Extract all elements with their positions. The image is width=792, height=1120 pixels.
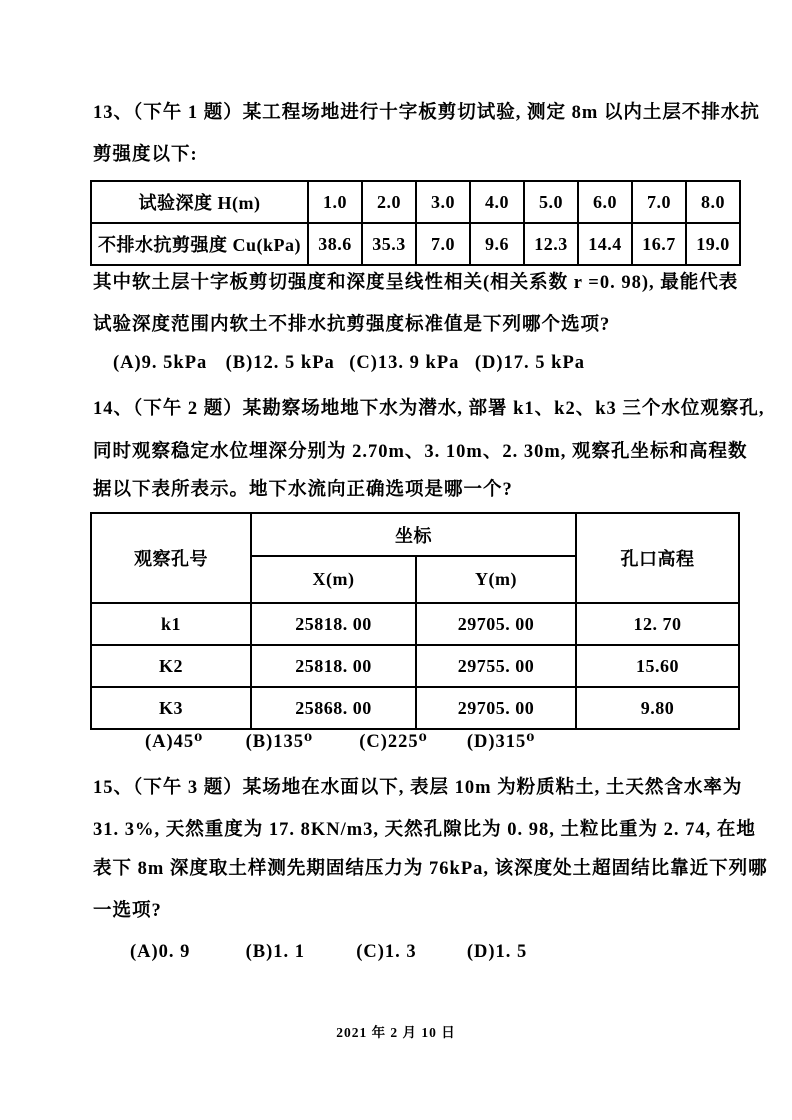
q14-option-b: (B)135⁰ — [245, 732, 314, 752]
elevation-value: 15.60 — [576, 645, 739, 687]
q13-option-a: (A)9. 5kPa — [113, 353, 208, 373]
y-coordinate: 29705. 00 — [416, 687, 576, 729]
strength-value: 35.3 — [362, 223, 416, 265]
q15-text-line-2: 31. 3%, 天然重度为 17. 8KN/m3, 天然孔隙比为 0. 98, 土粒比重为 2. 74, 在地 — [93, 820, 756, 840]
elevation-header: 孔口高程 — [576, 513, 739, 603]
depth-value: 6.0 — [578, 181, 632, 223]
footer-date: 2021 年 2 月 10 日 — [336, 1025, 456, 1040]
q13-option-c: (C)13. 9 kPa — [349, 353, 460, 373]
strength-row-label: 不排水抗剪强度 Cu(kPa) — [91, 223, 308, 265]
q13-options-row — [93, 342, 773, 384]
q13-text-line-3: 其中软土层十字板剪切强度和深度呈线性相关(相关系数 r =0. 98), 最能代表 — [93, 273, 739, 293]
y-coordinate: 29755. 00 — [416, 645, 576, 687]
table-header-row — [91, 513, 739, 556]
q14-option-d: (D)315⁰ — [466, 732, 536, 752]
coordinates-header: 坐标 — [251, 513, 576, 556]
hole-id: K2 — [91, 645, 251, 687]
q14-options-row — [93, 721, 792, 763]
q15-option-c: (C)1. 3 — [356, 942, 417, 962]
table-row — [91, 603, 739, 645]
table-row — [91, 645, 739, 687]
depth-value: 8.0 — [686, 181, 740, 223]
hole-number-header: 观察孔号 — [91, 513, 251, 603]
depth-value: 4.0 — [470, 181, 524, 223]
q15-options-row — [93, 931, 790, 973]
strength-value: 7.0 — [416, 223, 470, 265]
x-coordinate: 25868. 00 — [251, 687, 416, 729]
q13-option-d: (D)17. 5 kPa — [474, 353, 586, 373]
q14-text-line-3: 据以下表所表示。地下水流向正确选项是哪一个? — [93, 480, 513, 500]
strength-value: 9.6 — [470, 223, 524, 265]
elevation-value: 9.80 — [576, 687, 739, 729]
q14-text-line-1: 14、（下午 2 题）某勘察场地地下水为潜水, 部署 k1、k2、k3 三个水位观察孔, — [93, 399, 765, 419]
q15-option-d: (D)1. 5 — [466, 942, 528, 962]
q13-text-line-1: 13、（下午 1 题）某工程场地进行十字板剪切试验, 测定 8m 以内土层不排水抗 — [93, 103, 760, 123]
x-coordinate: 25818. 00 — [251, 645, 416, 687]
q15-text-line-3: 表下 8m 深度取土样测先期固结压力为 76kPa, 该深度处土超固结比靠近下列哪 — [93, 859, 768, 879]
table-row — [91, 181, 740, 223]
q14-text-line-2: 同时观察稳定水位埋深分别为 2.70m、3. 10m、2. 30m, 观察孔坐标和高程数 — [93, 442, 748, 462]
vane-shear-strength-table — [90, 180, 741, 266]
depth-value: 1.0 — [308, 181, 362, 223]
observation-holes-table — [90, 512, 740, 730]
depth-value: 5.0 — [524, 181, 578, 223]
hole-id: k1 — [91, 603, 251, 645]
strength-value: 14.4 — [578, 223, 632, 265]
elevation-value: 12. 70 — [576, 603, 739, 645]
q14-option-a: (A)45⁰ — [145, 732, 204, 752]
depth-value: 7.0 — [632, 181, 686, 223]
q13-text-line-2: 剪强度以下: — [93, 145, 198, 165]
strength-value: 12.3 — [524, 223, 578, 265]
depth-value: 2.0 — [362, 181, 416, 223]
q15-text-line-4: 一选项? — [93, 901, 162, 921]
q14-option-c: (C)225⁰ — [359, 732, 428, 752]
strength-value: 38.6 — [308, 223, 362, 265]
q13-option-b: (B)12. 5 kPa — [225, 353, 335, 373]
x-coordinate: 25818. 00 — [251, 603, 416, 645]
y-coordinate: 29705. 00 — [416, 603, 576, 645]
q15-option-a: (A)0. 9 — [130, 942, 191, 962]
table-row — [91, 223, 740, 265]
depth-row-label: 试验深度 H(m) — [91, 181, 308, 223]
y-coordinate-header: Y(m) — [416, 556, 576, 603]
x-coordinate-header: X(m) — [251, 556, 416, 603]
strength-value: 16.7 — [632, 223, 686, 265]
depth-value: 3.0 — [416, 181, 470, 223]
q15-text-line-1: 15、（下午 3 题）某场地在水面以下, 表层 10m 为粉质粘土, 土天然含水率为 — [93, 778, 743, 798]
strength-value: 19.0 — [686, 223, 740, 265]
q13-text-line-4: 试验深度范围内软土不排水抗剪强度标准值是下列哪个选项? — [93, 315, 611, 335]
q15-option-b: (B)1. 1 — [245, 942, 306, 962]
hole-id: K3 — [91, 687, 251, 729]
